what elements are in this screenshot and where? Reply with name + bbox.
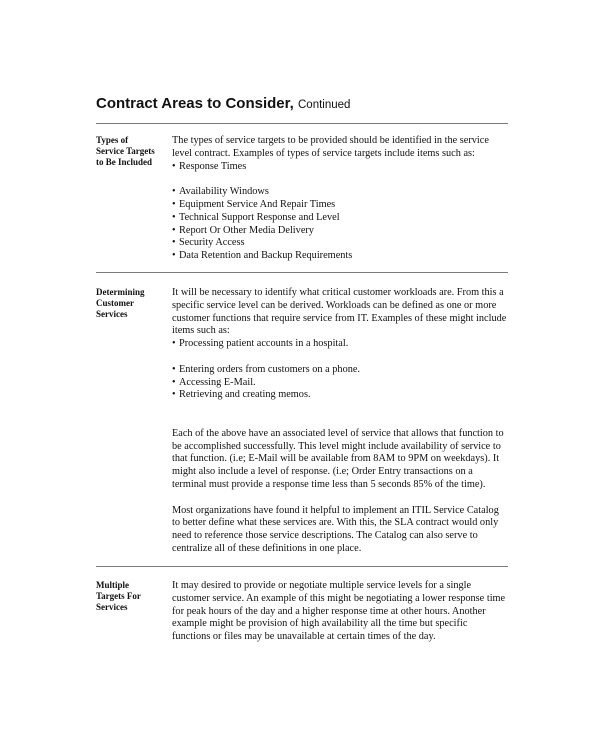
list-item: • Report Or Other Media Delivery — [172, 224, 314, 236]
section-label: Multiple Targets For Services — [96, 580, 141, 612]
list-item: • Entering orders from customers on a phone. — [172, 363, 361, 375]
divider — [96, 272, 508, 273]
section-intro: It may desired to provide or negotiate multiple service levels for a single customer service. An example of this might be negotiating a lower response time for peak hours of the day and a higher response time at other hours. Another example might be provision of high availability all the time but specific functions or files may be unavailable at certain times of the day. — [172, 580, 506, 643]
divider — [96, 566, 508, 567]
section-body — [172, 135, 508, 263]
divider — [96, 123, 508, 124]
section-body — [172, 287, 508, 556]
page-title — [96, 94, 350, 115]
title-continued: Continued — [298, 99, 351, 111]
section-paragraph: Most organizations have found it helpful to implement an ITIL Service Catalog to better define what these services are. With this, the SLA contract would only need to reference those service descriptions. The Catalog can also serve to centralize all of these definitions in one place. — [172, 504, 499, 554]
title-main: Contract Areas to Consider, — [96, 95, 294, 112]
list-item: • Data Retention and Backup Requirements — [172, 250, 353, 262]
list-item: • Retrieving and creating memos. — [172, 389, 311, 401]
bullet-list — [172, 186, 508, 263]
section-paragraph: Each of the above have an associated level of service that allows that function to be accomplished successfully. This level might include availability of service to that function. (i.e; E-Mail will be available from 8AM to 9PM on weekdays). It might also include a level of response. (i.e; Order Entry transactions on a terminal must provide a response time less than 5 seconds 85% of the time). — [172, 427, 504, 490]
section-intro: It will be necessary to identify what critical customer workloads are. From this a specific service level can be derived. Workloads can be defined as one or more customer functions that require service from IT. Examples of these might include items such as: — [172, 287, 507, 337]
list-item: • Technical Support Response and Level — [172, 211, 340, 223]
list-item: • Security Access — [172, 237, 245, 249]
bullet-list — [172, 364, 508, 402]
list-item: • Availability Windows — [172, 186, 269, 198]
section-intro: The types of service targets to be provided should be identified in the service level contract. Examples of types of service targets include items such as: — [172, 135, 489, 159]
list-item: • Processing patient accounts in a hospital. — [172, 338, 349, 350]
list-item: • Equipment Service And Repair Times — [172, 198, 336, 210]
section-body — [172, 580, 508, 644]
section-label: Types of Service Targets to Be Included — [96, 135, 155, 167]
list-item: • Accessing E-Mail. — [172, 376, 256, 388]
section-label: Determining Customer Services — [96, 287, 145, 319]
list-item: • Response Times — [172, 160, 247, 172]
